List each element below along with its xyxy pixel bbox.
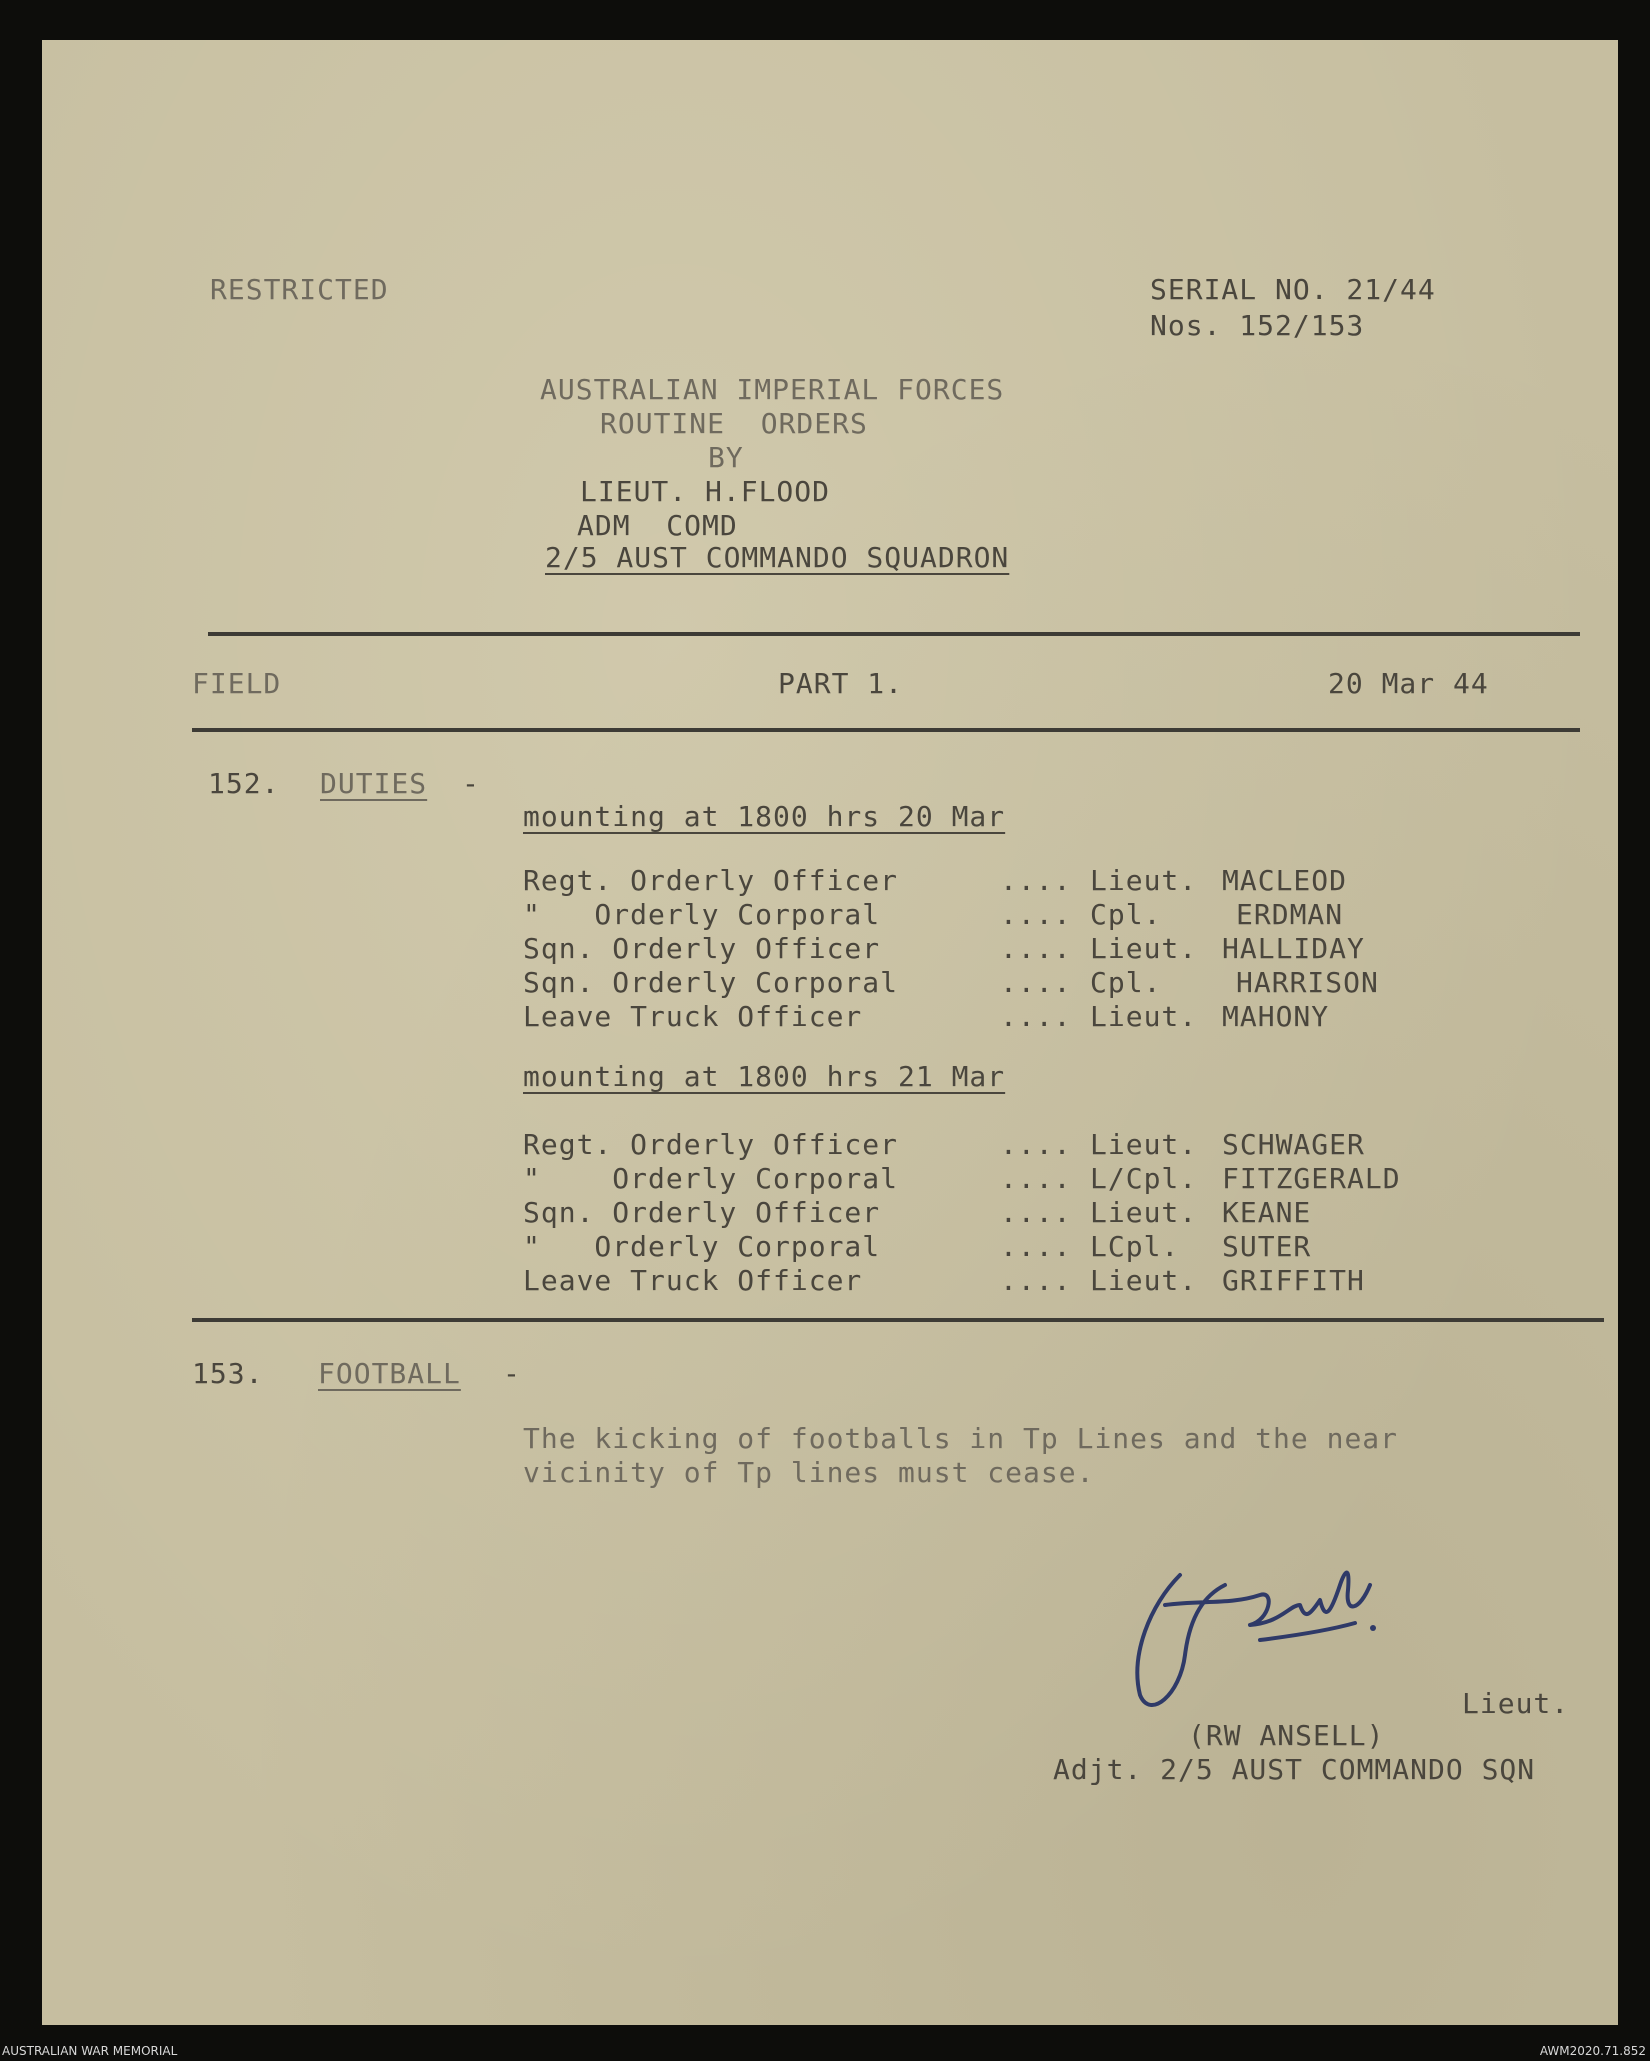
order-153-number: 153. [192,1357,264,1390]
title-line-1: AUSTRALIAN IMPERIAL FORCES [540,373,1005,406]
duty-name: SUTER [1222,1230,1312,1263]
duty-rank: Lieut. [1090,932,1198,965]
order-153-dash: - [503,1357,521,1390]
mounting-heading-21-mar: mounting at 1800 hrs 21 Mar [523,1060,1006,1093]
duty-name: GRIFFITH [1222,1264,1365,1297]
duty-role: " Orderly Corporal [523,898,881,931]
duty-dots: .... [1000,1264,1072,1297]
mounting-heading-20-mar: mounting at 1800 hrs 20 Mar [523,800,1006,833]
duty-role: Leave Truck Officer [523,1000,863,1033]
duty-rank: Lieut. [1090,1264,1198,1297]
duty-role: Sqn. Orderly Corporal [523,966,899,999]
signatory-name: (RW ANSELL) [1188,1719,1385,1752]
duty-name: MACLEOD [1222,864,1348,897]
duty-rank: Lieut. [1090,1128,1198,1161]
serial-number: SERIAL NO. 21/44 [1150,273,1436,306]
duty-name: MAHONY [1222,1000,1330,1033]
duty-dots: .... [1000,1000,1072,1033]
signatory-appointment: Adjt. 2/5 AUST COMMANDO SQN [1053,1753,1536,1786]
title-line-3: BY [708,441,744,474]
classification-label: RESTRICTED [210,273,389,306]
duty-name: ERDMAN [1236,898,1344,931]
duty-rank: Lieut. [1090,1196,1198,1229]
signature-image [1110,1545,1390,1725]
signatory-rank: Lieut. [1462,1687,1570,1720]
duty-dots: .... [1000,932,1072,965]
duty-dots: .... [1000,966,1072,999]
location-field: FIELD [192,667,282,700]
archive-footer-right: AWM2020.71.852 [1539,2044,1646,2058]
duty-rank: Cpl. [1090,966,1162,999]
order-153-text-line-2: vicinity of Tp lines must cease. [523,1456,1095,1489]
duty-dots: .... [1000,898,1072,931]
duty-role: Leave Truck Officer [523,1264,863,1297]
duty-role: Sqn. Orderly Officer [523,932,881,965]
order-152-dash: - [462,767,480,800]
duty-dots: .... [1000,1128,1072,1161]
duty-role: Regt. Orderly Officer [523,864,899,897]
duty-role: " Orderly Corporal [523,1230,881,1263]
duty-rank: LCpl. [1090,1230,1180,1263]
order-date: 20 Mar 44 [1328,667,1489,700]
duty-dots: .... [1000,1196,1072,1229]
duty-name: HALLIDAY [1222,932,1365,965]
duty-role: " Orderly Corporal [523,1162,899,1195]
duty-role: Regt. Orderly Officer [523,1128,899,1161]
duty-role: Sqn. Orderly Officer [523,1196,881,1229]
title-line-5: ADM COMD [577,509,738,542]
order-numbers: Nos. 152/153 [1150,309,1365,342]
duty-name: SCHWAGER [1222,1128,1365,1161]
order-153-heading: FOOTBALL [318,1357,461,1390]
duty-dots: .... [1000,1230,1072,1263]
rule-top [208,632,1580,636]
order-152-heading: DUTIES [320,767,428,800]
title-line-6: 2/5 AUST COMMANDO SQUADRON [545,541,1010,574]
rule-part [192,728,1580,732]
order-153-text-line-1: The kicking of footballs in Tp Lines and the near [523,1422,1399,1455]
duty-name: KEANE [1222,1196,1312,1229]
duty-rank: Lieut. [1090,1000,1198,1033]
duty-name: FITZGERALD [1222,1162,1401,1195]
archive-footer-left: AUSTRALIAN WAR MEMORIAL [2,2044,178,2058]
title-line-4: LIEUT. H.FLOOD [580,475,831,508]
order-152-number: 152. [208,767,280,800]
title-line-2: ROUTINE ORDERS [600,407,868,440]
rule-orders [192,1318,1604,1322]
part-number: PART 1. [778,667,904,700]
duty-name: HARRISON [1236,966,1379,999]
duty-rank: Lieut. [1090,864,1198,897]
duty-dots: .... [1000,864,1072,897]
duty-rank: Cpl. [1090,898,1162,931]
duty-rank: L/Cpl. [1090,1162,1198,1195]
duty-dots: .... [1000,1162,1072,1195]
